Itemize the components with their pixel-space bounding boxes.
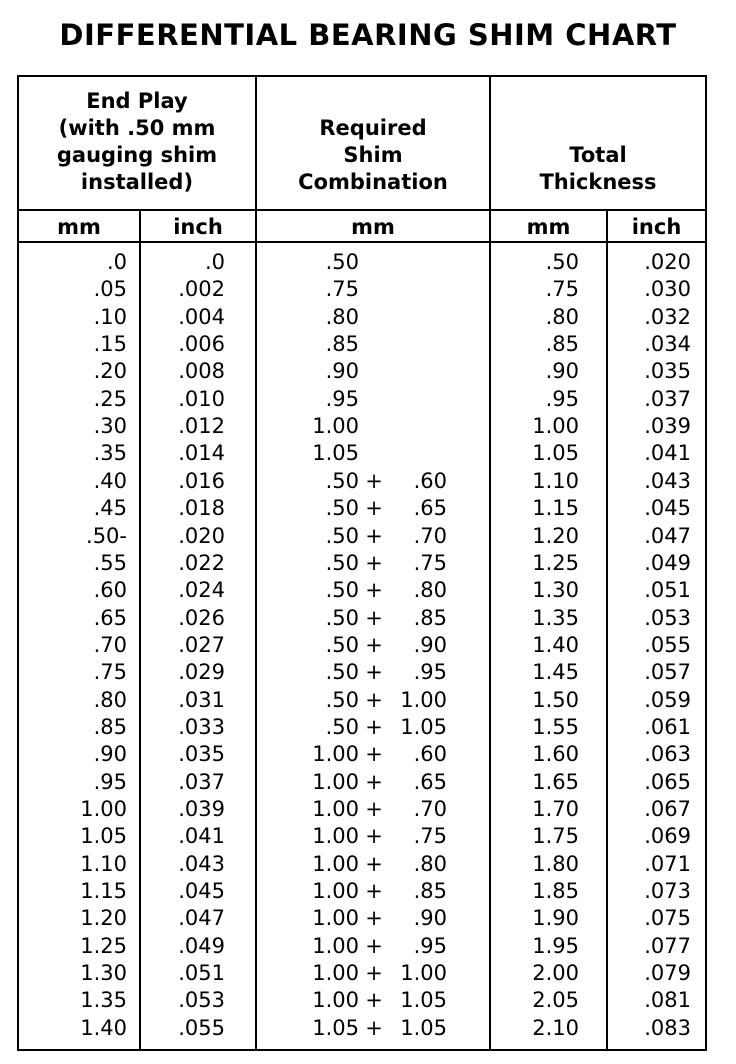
shim-first-cell: 1.00 [312,906,359,931]
end-play-inch-cell: .0 [204,250,225,274]
shim-first-cell: 1.00 [312,988,359,1013]
total-mm-cell: 1.20 [532,523,579,548]
table-row [19,495,705,522]
total-mm-cell: 1.90 [532,906,579,931]
total-inch-cell: .043 [644,468,691,493]
total-inch-cell: .063 [644,742,691,767]
shim-first-cell: .50 [325,687,359,712]
shim-first-cell: .95 [325,386,359,411]
end-play-inch-cell: .037 [178,769,225,794]
shim-second-cell: .70 [413,797,447,821]
end-play-mm-cell: 1.40 [80,1015,127,1040]
end-play-inch-cell: .055 [178,1015,225,1040]
end-play-inch-cell: .018 [178,496,225,521]
plus-sign: + [365,632,383,657]
shim-first-cell: .50 [325,632,359,657]
total-inch-cell: .079 [644,961,691,986]
total-mm-cell: 1.25 [532,550,579,575]
end-play-mm-cell: .30 [93,414,127,439]
total-mm-cell: 1.45 [532,660,579,685]
end-play-mm-cell: .45 [93,496,127,521]
table-row [19,741,705,768]
total-inch-cell: .065 [644,769,691,794]
shim-second-cell: .95 [413,660,447,685]
total-mm-cell: 1.40 [532,632,579,657]
end-play-mm-cell: .85 [93,714,127,739]
end-play-inch-cell: .047 [178,906,225,931]
end-play-mm-cell: .65 [93,605,127,630]
end-play-mm-cell: .95 [93,769,127,794]
shim-first-cell: 1.00 [312,851,359,876]
total-inch-cell: .059 [644,687,691,712]
total-mm-cell: 1.75 [532,824,579,849]
table-row [19,249,705,276]
end-play-inch-cell: .010 [178,386,225,411]
end-play-mm-cell: .15 [93,332,127,357]
table-row [19,304,705,331]
total-inch-cell: .030 [644,277,691,302]
shim-chart-table [17,75,707,1051]
shim-second-cell: .90 [413,632,447,657]
total-inch-cell: .073 [644,879,691,904]
shim-first-cell: 1.00 [312,961,359,986]
end-play-mm-cell: 1.10 [80,851,127,876]
table-row [19,714,705,741]
plus-sign: + [365,961,383,986]
table-row [19,440,705,467]
table-row [19,687,705,714]
end-play-mm-cell: .55 [93,550,127,575]
plus-sign: + [365,797,383,821]
table-row [19,905,705,932]
end-play-inch-cell: .029 [178,660,225,685]
total-mm-cell: .85 [545,332,579,357]
shim-second-cell: .75 [413,550,447,575]
shim-first-cell: 1.05 [312,441,359,466]
shim-second-cell: 1.05 [400,1015,447,1040]
shim-second-cell: .60 [413,742,447,767]
end-play-mm-cell: .10 [93,304,127,329]
shim-first-cell: .50 [325,605,359,630]
total-mm-cell: 1.60 [532,742,579,767]
total-mm-cell: .90 [545,359,579,384]
table-row [19,987,705,1014]
plus-sign: + [365,523,383,548]
total-mm-cell: 1.50 [532,687,579,712]
total-mm-cell: 1.80 [532,851,579,876]
total-mm-cell: 1.30 [532,578,579,603]
shim-first-cell: .50 [325,468,359,493]
total-mm-cell: 1.70 [532,797,579,821]
total-mm-cell: 1.00 [532,414,579,439]
end-play-inch-cell: .033 [178,714,225,739]
end-play-mm-cell: 1.20 [80,906,127,931]
plus-sign: + [365,578,383,603]
table-row [19,851,705,878]
shim-second-cell: .65 [413,769,447,794]
end-play-mm-cell: 1.05 [80,824,127,849]
shim-first-cell: .85 [325,332,359,357]
plus-sign: + [365,468,383,493]
shim-first-cell: .50 [325,523,359,548]
shim-first-cell: .90 [325,359,359,384]
end-play-mm-cell: 1.30 [80,961,127,986]
total-inch-cell: .075 [644,906,691,931]
shim-second-cell: .95 [413,933,447,958]
table-row [19,933,705,960]
header-total-thickness: Total Thickness [539,143,657,194]
end-play-mm-cell: .35 [93,441,127,466]
plus-sign: + [365,879,383,904]
end-play-mm-cell: .50- [86,523,127,548]
total-mm-cell: 1.85 [532,879,579,904]
chart-title: DIFFERENTIAL BEARING SHIM CHART [59,18,677,52]
end-play-inch-cell: .026 [178,605,225,630]
end-play-mm-cell: .0 [106,250,127,274]
total-inch-cell: .051 [644,578,691,603]
total-inch-cell: .081 [644,988,691,1013]
total-inch-cell: .035 [644,359,691,384]
table-row [19,468,705,495]
end-play-inch-cell: .008 [178,359,225,384]
table-row [19,550,705,577]
table-row [19,659,705,686]
end-play-inch-cell: .012 [178,414,225,439]
total-mm-cell: .95 [545,386,579,411]
shim-second-cell: .80 [413,851,447,876]
unit-total-inch: inch [631,215,682,239]
total-inch-cell: .045 [644,496,691,521]
table-row [19,577,705,604]
shim-second-cell: .85 [413,605,447,630]
end-play-inch-cell: .024 [178,578,225,603]
end-play-mm-cell: .60 [93,578,127,603]
plus-sign: + [365,851,383,876]
plus-sign: + [365,660,383,685]
shim-first-cell: 1.05 [312,1015,359,1040]
table-row [19,523,705,550]
total-inch-cell: .071 [644,851,691,876]
end-play-inch-cell: .027 [178,632,225,657]
total-inch-cell: .067 [644,797,691,821]
total-inch-cell: .053 [644,605,691,630]
shim-first-cell: 1.00 [312,879,359,904]
end-play-mm-cell: .20 [93,359,127,384]
table-row [19,276,705,303]
shim-second-cell: 1.00 [400,961,447,986]
table-row [19,796,705,823]
plus-sign: + [365,714,383,739]
table-row [19,413,705,440]
unit-shim-mm: mm [351,215,395,239]
total-inch-cell: .032 [644,304,691,329]
total-inch-cell: .037 [644,386,691,411]
total-inch-cell: .069 [644,824,691,849]
end-play-mm-cell: 1.35 [80,988,127,1013]
shim-second-cell: 1.05 [400,714,447,739]
total-inch-cell: .083 [644,1015,691,1040]
table-row [19,1015,705,1042]
end-play-inch-cell: .041 [178,824,225,849]
total-mm-cell: 1.05 [532,441,579,466]
plus-sign: + [365,988,383,1013]
shim-second-cell: 1.00 [400,687,447,712]
total-inch-cell: .041 [644,441,691,466]
shim-first-cell: .50 [325,714,359,739]
unit-total-mm: mm [526,215,571,239]
table-row [19,823,705,850]
end-play-inch-cell: .022 [178,550,225,575]
end-play-inch-cell: .014 [178,441,225,466]
total-mm-cell: 1.95 [532,933,579,958]
total-mm-cell: 1.65 [532,769,579,794]
total-mm-cell: .80 [545,304,579,329]
table-row [19,632,705,659]
plus-sign: + [365,906,383,931]
end-play-mm-cell: .05 [93,277,127,302]
total-mm-cell: 1.15 [532,496,579,521]
end-play-inch-cell: .039 [178,797,225,821]
unit-end-mm: mm [57,215,101,239]
total-inch-cell: .049 [644,550,691,575]
shim-second-cell: .80 [413,578,447,603]
end-play-mm-cell: .25 [93,386,127,411]
table-row [19,358,705,385]
end-play-inch-cell: .035 [178,742,225,767]
table-row [19,878,705,905]
total-mm-cell: 1.10 [532,468,579,493]
header-required-shim: Required Shim Combination [298,116,448,194]
end-play-mm-cell: .40 [93,468,127,493]
end-play-inch-cell: .049 [178,933,225,958]
total-inch-cell: .034 [644,332,691,357]
end-play-inch-cell: .043 [178,851,225,876]
end-play-mm-cell: 1.00 [80,797,127,821]
total-mm-cell: 2.00 [532,961,579,986]
table-row [19,331,705,358]
plus-sign: + [365,933,383,958]
table-row [19,386,705,413]
shim-first-cell: .50 [325,496,359,521]
total-inch-cell: .047 [644,523,691,548]
table-row [19,605,705,632]
end-play-inch-cell: .006 [178,332,225,357]
shim-first-cell: .80 [325,304,359,329]
end-play-inch-cell: .002 [178,277,225,302]
total-inch-cell: .039 [644,414,691,439]
end-play-inch-cell: .051 [178,961,225,986]
end-play-mm-cell: .70 [93,632,127,657]
shim-second-cell: .60 [413,468,447,493]
end-play-mm-cell: .80 [93,687,127,712]
end-play-mm-cell: .90 [93,742,127,767]
total-mm-cell: 2.05 [532,988,579,1013]
header-end-play: End Play (with .50 mm gauging shim installed) [56,89,218,194]
total-inch-cell: .055 [644,632,691,657]
total-inch-cell: .077 [644,933,691,958]
total-inch-cell: .057 [644,660,691,685]
plus-sign: + [365,550,383,575]
shim-first-cell: 1.00 [312,769,359,794]
end-play-inch-cell: .020 [178,523,225,548]
table-row [19,960,705,987]
shim-first-cell: .50 [325,660,359,685]
plus-sign: + [365,1015,383,1040]
table-row [19,769,705,796]
end-play-mm-cell: 1.25 [80,933,127,958]
shim-second-cell: .90 [413,906,447,931]
end-play-inch-cell: .031 [178,687,225,712]
plus-sign: + [365,824,383,849]
plus-sign: + [365,605,383,630]
shim-first-cell: 1.00 [312,933,359,958]
shim-first-cell: .50 [325,550,359,575]
shim-second-cell: 1.05 [400,988,447,1013]
total-mm-cell: 2.10 [532,1015,579,1040]
end-play-inch-cell: .016 [178,468,225,493]
total-inch-cell: .020 [644,250,691,274]
shim-first-cell: 1.00 [312,414,359,439]
shim-first-cell: .75 [325,277,359,302]
total-mm-cell: 1.35 [532,605,579,630]
total-inch-cell: .061 [644,714,691,739]
total-mm-cell: .50 [545,250,579,274]
shim-second-cell: .70 [413,523,447,548]
end-play-mm-cell: 1.15 [80,879,127,904]
end-play-inch-cell: .053 [178,988,225,1013]
total-mm-cell: 1.55 [532,714,579,739]
unit-end-inch: inch [173,215,223,239]
total-mm-cell: .75 [545,277,579,302]
plus-sign: + [365,496,383,521]
plus-sign: + [365,687,383,712]
end-play-mm-cell: .75 [93,660,127,685]
shim-first-cell: .50 [325,578,359,603]
end-play-inch-cell: .004 [178,304,225,329]
shim-first-cell: .50 [325,250,359,274]
shim-first-cell: 1.00 [312,742,359,767]
shim-second-cell: .65 [413,496,447,521]
shim-first-cell: 1.00 [312,824,359,849]
plus-sign: + [365,769,383,794]
shim-second-cell: .75 [413,824,447,849]
plus-sign: + [365,742,383,767]
end-play-inch-cell: .045 [178,879,225,904]
shim-first-cell: 1.00 [312,797,359,821]
shim-second-cell: .85 [413,879,447,904]
